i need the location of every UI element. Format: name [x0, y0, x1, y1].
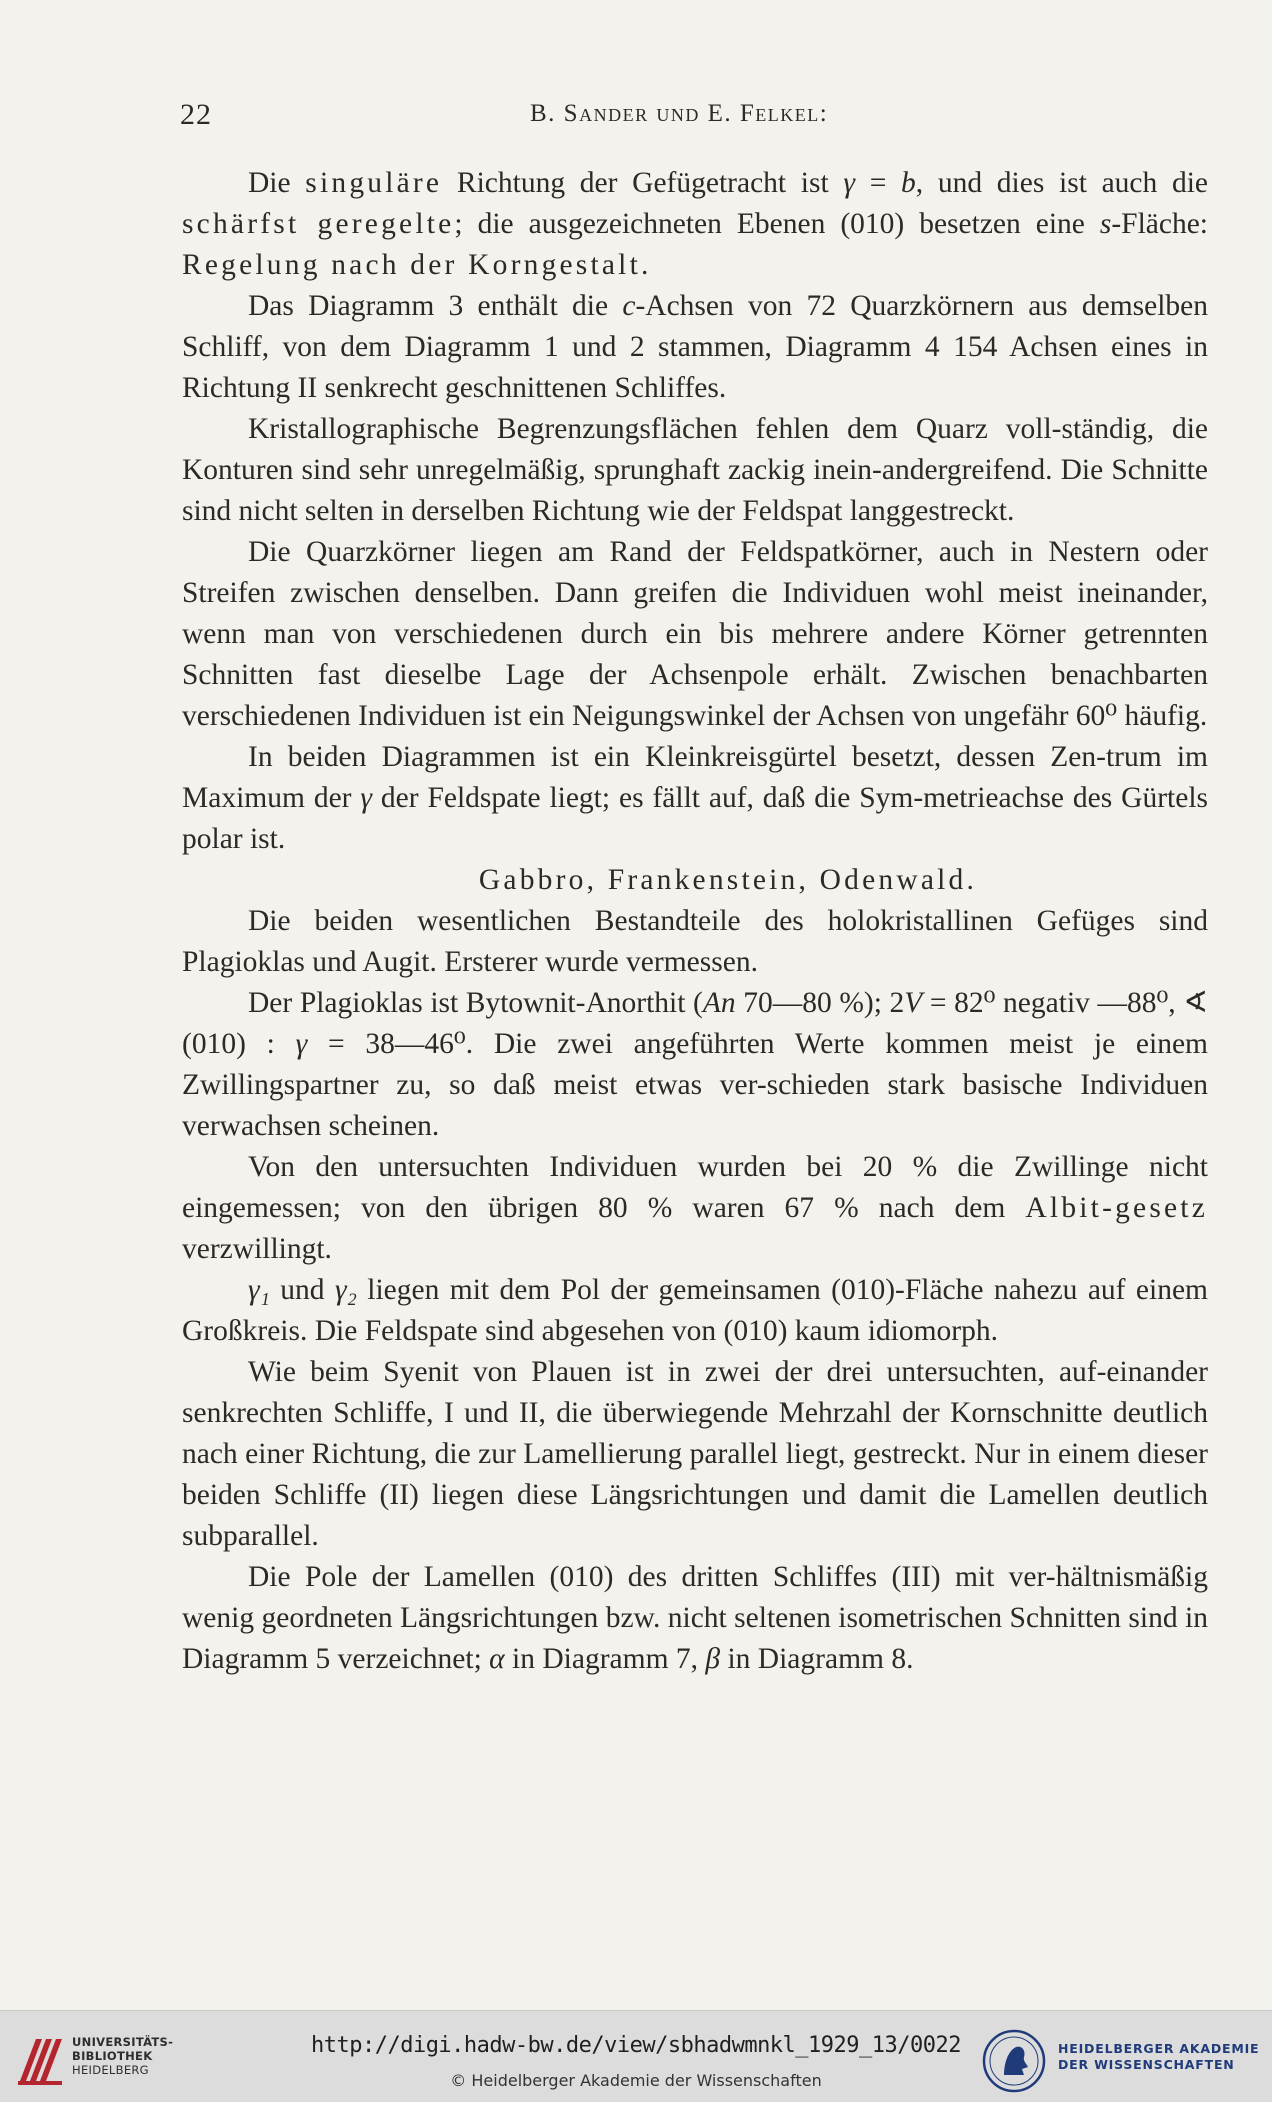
text-run: und	[269, 1274, 335, 1306]
text-run: =	[855, 167, 902, 199]
paragraph-4: Die Quarzkörner liegen am Rand der Feldspatkörner, auch in Nestern oder Streifen zwischen denselben. Dann greifen die Individuen wohl meist ineinander, wenn man von verschiedenen durch ein bis mehrere andere Körner getrennten Schnitten fast dieselbe Lage der Achsenpole erhält. Zwischen benachbarten verschiedenen Individuen ist ein Neigungswinkel der Achsen von ungefähr 60⁰ häufig.	[182, 536, 1208, 732]
paragraph-9	[182, 1270, 1208, 1352]
library-line-1: UNIVERSITÄTS-	[72, 2035, 174, 2049]
section-heading: Gabbro, Frankenstein, Odenwald.	[478, 864, 978, 896]
text-run: -Achsen von 72 Quarzkörnern aus demselben Schliff, von dem Diagramm 1 und 2 stammen, Diagramm 4 154 Achsen eines in Richtung II senkrecht geschnittenen Schliffes.	[182, 290, 1208, 404]
text-run: In beiden Diagrammen ist ein Kleinkreisgürtel besetzt, dessen Zen-trum im Maximum der	[182, 741, 1208, 814]
text-run: = 82⁰ negativ —88⁰, ∢ (010) :	[182, 987, 1209, 1060]
text-run: ; die ausgezeichneten Ebenen (010) besetzen eine	[454, 208, 1100, 240]
text-run: Der Plagioklas ist Bytownit-Anorthit (	[248, 987, 703, 1019]
greek-symbol: γ₂	[334, 1274, 357, 1306]
text-run-spaced: Regelung nach der Korngestalt	[182, 249, 641, 281]
text-run: verzwillingt.	[182, 1233, 332, 1265]
academy-line-2: DER WISSENSCHAFTEN	[1058, 2057, 1235, 2072]
library-line-2: BIBLIOTHEK	[72, 2049, 153, 2063]
text-run: Richtung der Gefügetracht ist	[442, 167, 844, 199]
academy-seal-icon	[982, 2029, 1046, 2093]
italic-symbol: b	[901, 167, 916, 199]
italic-symbol: s	[1099, 208, 1112, 240]
text-run: Die Pole der Lamellen (010) des dritten Schliffes (III) mit ver-hältnismäßig wenig geordneten Längsrichtungen bzw. nicht seltenen isometrischen Schnitten sind in Diagramm 5 verzeichnet;	[182, 1561, 1208, 1675]
text-run: liegen mit dem Pol der gemeinsamen (010)-Fläche nahezu auf einem Großkreis. Die Feldspate sind abgesehen von (010) kaum idiomorph.	[182, 1274, 1208, 1347]
text-run: in Diagramm 7,	[504, 1643, 706, 1675]
permalink-url[interactable]: http://digi.hadw-bw.de/view/sbhadwmnkl_1929_13/0022	[310, 2033, 961, 2058]
text-run: Das Diagramm 3 enthält die	[248, 290, 623, 322]
text-run: -Fläche:	[1111, 208, 1208, 240]
greek-symbol: γ	[360, 782, 373, 814]
paragraph-6: Die beiden wesentlichen Bestandteile des holokristallinen Gefüges sind Plagioklas und Augit. Ersterer wurde vermessen.	[182, 905, 1208, 978]
italic-symbol: An	[702, 987, 736, 1019]
paragraph-10: Wie beim Syenit von Plauen ist in zwei der drei untersuchten, auf-einander senkrechten Schliffe, I und II, die überwiegende Mehrzahl der Kornschnitte deutlich nach einer Richtung, die zur Lamellierung parallel liegt, gestreckt. Nur in einem dieser beiden Schliffe (II) liegen diese Längsrichtungen und damit die Lamellen deutlich subparallel.	[182, 1356, 1208, 1552]
greek-symbol: β	[705, 1643, 721, 1675]
body-text	[182, 163, 1208, 1680]
paragraph-11	[182, 1557, 1208, 1680]
text-run: 70—80 %); 2	[735, 987, 905, 1019]
text-run-spaced: Albit-gesetz	[1025, 1192, 1208, 1224]
running-head: B. Sander und E. Felkel:	[530, 100, 829, 127]
paragraph-8	[182, 1147, 1208, 1270]
text-run-spaced: schärfst geregelte	[182, 208, 455, 240]
footer-bar	[0, 2010, 1272, 2102]
text-run: Von den untersuchten Individuen wurden bei 20 % die Zwillinge nicht eingemessen; von den übrigen 80 % waren 67 % nach dem	[182, 1151, 1208, 1224]
academy-line-1: HEIDELBERGER AKADEMIE	[1058, 2041, 1260, 2056]
text-run: , und dies ist auch die	[915, 167, 1209, 199]
text-run: in Diagramm 8.	[720, 1643, 914, 1675]
greek-symbol: γ	[295, 1028, 308, 1060]
greek-symbol: γ	[843, 167, 856, 199]
italic-symbol: V	[904, 987, 923, 1019]
academy-name	[1058, 2041, 1259, 2073]
text-run-spaced: singuläre	[305, 167, 443, 199]
paragraph-5	[182, 737, 1208, 860]
paragraph-7	[182, 983, 1208, 1147]
paragraph-2	[182, 286, 1208, 409]
text-run: .	[640, 249, 649, 281]
copyright-notice: © Heidelberger Akademie der Wissenschaften	[450, 2071, 822, 2090]
text-run: Die	[248, 167, 306, 199]
greek-symbol: α	[489, 1643, 505, 1675]
page-header	[180, 98, 1210, 138]
page-number: 22	[180, 98, 212, 131]
paragraph-3: Kristallographische Begrenzungsflächen fehlen dem Quarz voll-ständig, die Konturen sind sehr unregelmäßig, sprunghaft zackig inein-andergreifend. Die Schnitte sind nicht selten in derselben Richtung wie der Feldspat langgestreckt.	[182, 413, 1208, 527]
library-line-3: HEIDELBERG	[72, 2063, 149, 2077]
italic-symbol: c	[622, 290, 636, 322]
paragraph-1	[182, 163, 1208, 286]
greek-symbol: γ₁	[248, 1274, 270, 1306]
text-run: der Feldspate liegt; es fällt auf, daß die Sym-metrieachse des Gürtels polar ist.	[182, 782, 1208, 855]
text-run: = 38—46⁰. Die zwei angeführten Werte kommen meist je einem Zwillingspartner zu, so daß meist etwas ver-schieden stark basische Individuen verwachsen scheinen.	[182, 1028, 1209, 1142]
